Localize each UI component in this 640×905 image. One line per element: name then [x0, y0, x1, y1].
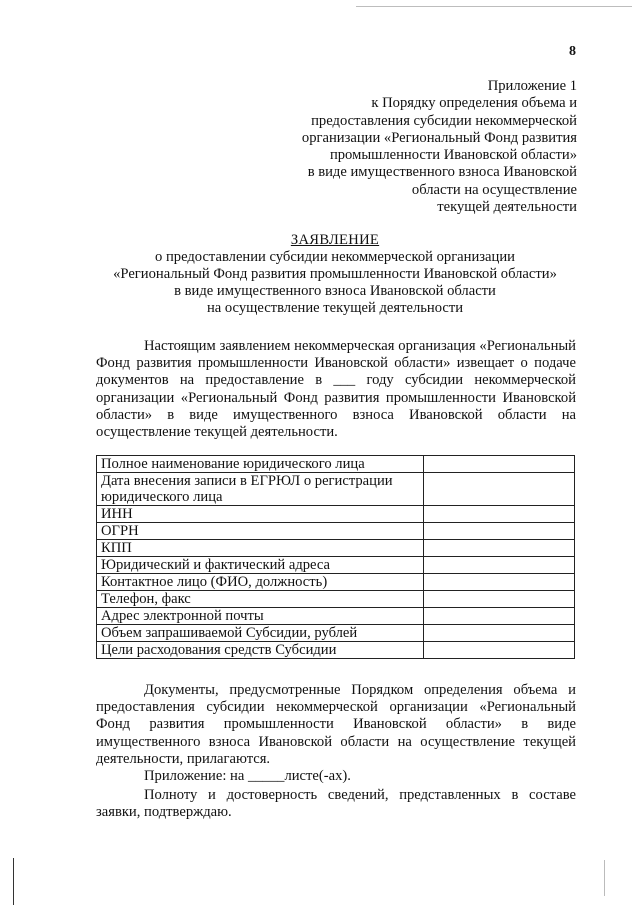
row-value — [424, 591, 575, 608]
row-value — [424, 625, 575, 642]
row-value — [424, 473, 575, 506]
appendix-line: к Порядку определения объема и — [371, 95, 577, 112]
page-number: 8 — [569, 44, 576, 59]
subtitle-line: о предоставлении субсидии некоммерческой организации — [155, 249, 515, 265]
appendix-line: предоставления субсидии некоммерческой — [311, 112, 577, 129]
row-value — [424, 540, 575, 557]
attachment-line: Приложение: на _____листе(-ах). — [144, 768, 351, 784]
table-row — [97, 591, 575, 608]
table-row — [97, 523, 575, 540]
row-label: Адрес электронной почты — [97, 608, 424, 625]
appendix-line: текущей деятельности — [437, 199, 577, 216]
row-label: КПП — [97, 540, 424, 557]
table-row — [97, 642, 575, 659]
confirmation-paragraph: Полноту и достоверность сведений, представленных в составе заявки, подтверждаю. — [96, 787, 576, 821]
table-row — [97, 608, 575, 625]
appendix-header — [250, 78, 577, 216]
row-label: Телефон, факс — [97, 591, 424, 608]
scan-edge-mark — [13, 858, 14, 905]
row-label: Объем запрашиваемой Субсидии, рублей — [97, 625, 424, 642]
closing-paragraph: Документы, предусмотренные Порядком определения объема и предоставления субсидии некоммерческой организации «Региональный Фонд развития промышленности Ивановской области» в виде имущественного взноса Ивановской области на осуществление текущей деятельности, прилагаются. — [96, 682, 576, 767]
appendix-line: организации «Региональный Фонд развития — [301, 129, 577, 146]
subtitle-line: «Региональный Фонд развития промышленности Ивановской области» — [113, 266, 557, 282]
scan-edge-mark — [604, 860, 605, 896]
subtitle-line: на осуществление текущей деятельности — [206, 300, 464, 316]
row-value — [424, 456, 575, 473]
table-row — [97, 625, 575, 642]
row-label: Юридический и фактический адреса — [97, 557, 424, 574]
document-title: ЗАЯВЛЕНИЕ — [290, 232, 380, 248]
appendix-line: области на осуществление — [411, 181, 577, 198]
appendix-line: в виде имущественного взноса Ивановской — [307, 164, 577, 181]
row-value — [424, 574, 575, 591]
intro-paragraph: Настоящим заявлением некоммерческая организация «Региональный Фонд развития промышленности Ивановской области» извещает о подаче документов на предоставление в ___ году субсидии некоммерческой организации «Региональный Фонд развития промышленности Ивановской области» в виде имущественного взноса Ивановской области на осуществление текущей деятельности. — [96, 338, 576, 441]
table-row — [97, 473, 575, 506]
table-row — [97, 506, 575, 523]
appendix-line: промышленности Ивановской области» — [329, 147, 577, 164]
row-label: Цели расходования средств Субсидии — [97, 642, 424, 659]
row-value — [424, 557, 575, 574]
row-value — [424, 608, 575, 625]
document-heading — [60, 232, 610, 317]
row-label: ОГРН — [97, 523, 424, 540]
table-row — [97, 456, 575, 473]
row-label: Полное наименование юридического лица — [97, 456, 424, 473]
row-label: Дата внесения записи в ЕГРЮЛ о регистрации юридического лица — [97, 473, 424, 506]
row-value — [424, 523, 575, 540]
table-row — [97, 574, 575, 591]
applicant-info-table — [96, 455, 575, 659]
row-label: Контактное лицо (ФИО, должность) — [97, 574, 424, 591]
subtitle-line: в виде имущественного взноса Ивановской области — [174, 283, 496, 299]
row-value — [424, 642, 575, 659]
appendix-line: Приложение 1 — [487, 78, 577, 94]
table-row — [97, 540, 575, 557]
scan-top-rule — [356, 6, 632, 7]
row-label: ИНН — [97, 506, 424, 523]
row-value — [424, 506, 575, 523]
table-row — [97, 557, 575, 574]
